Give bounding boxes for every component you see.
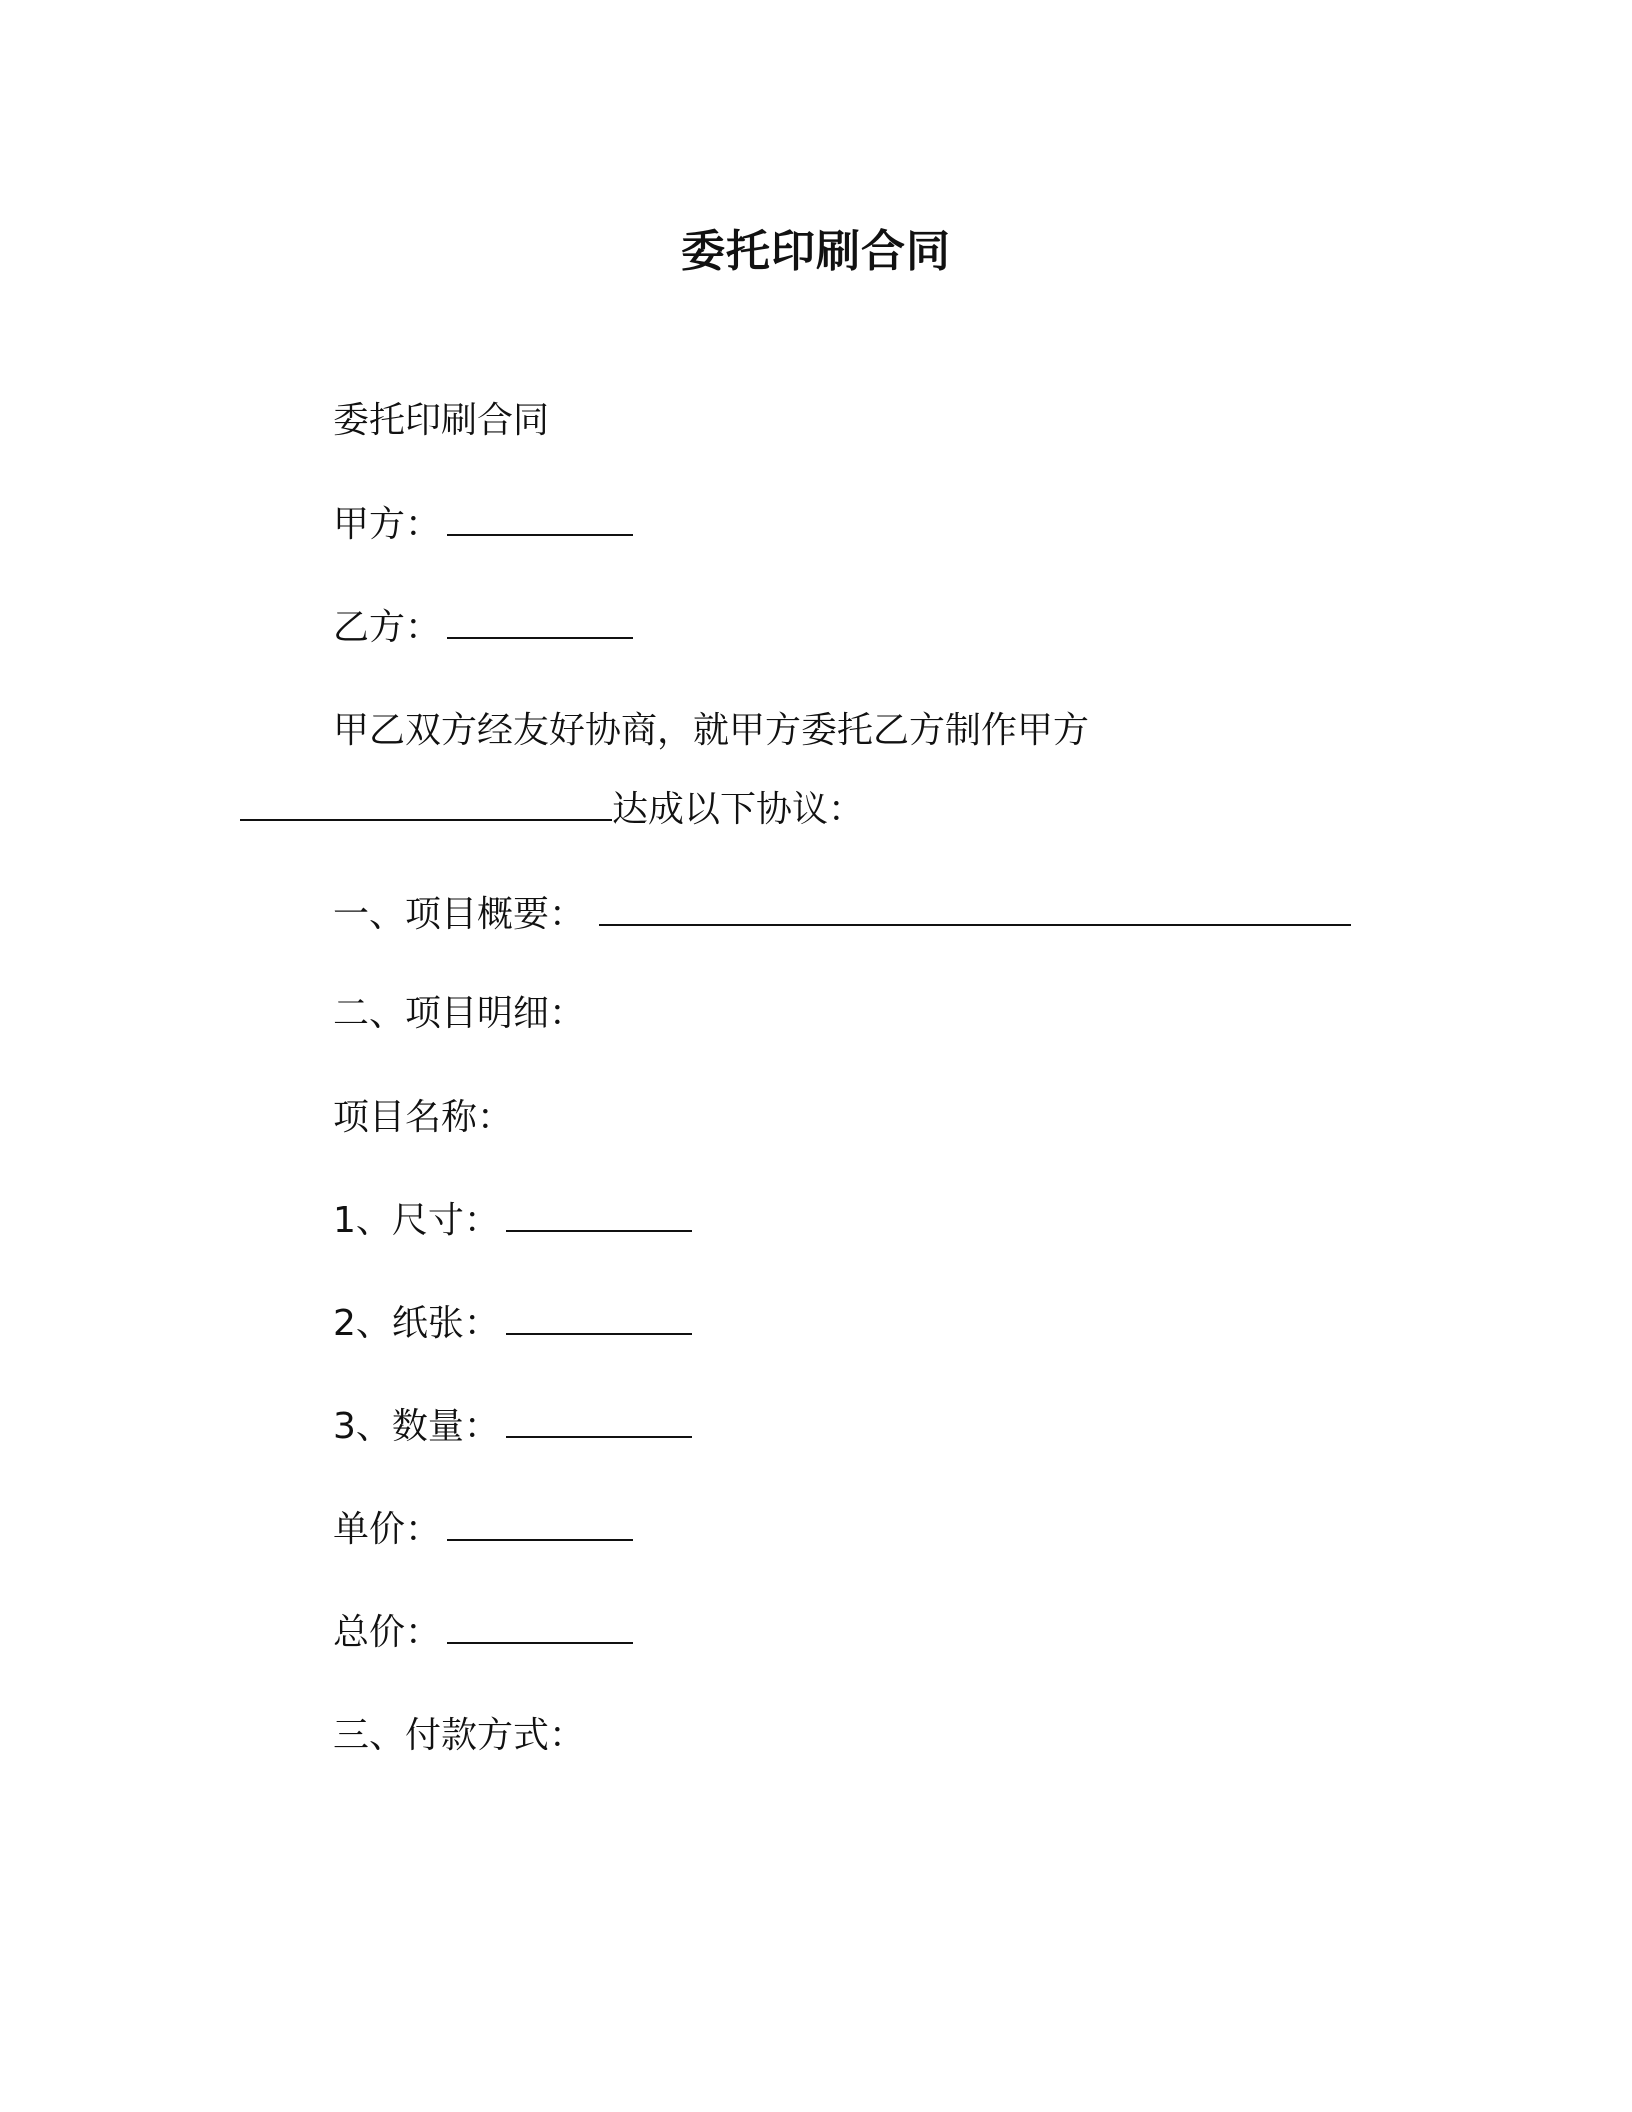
product-blank[interactable]: [240, 785, 612, 821]
section-1-line: [333, 890, 1351, 940]
project-summary-blank[interactable]: [599, 890, 1351, 926]
paper-blank[interactable]: [506, 1299, 692, 1335]
intro-line-1: [333, 706, 1089, 756]
party-b-line: [333, 603, 633, 653]
party-a-blank[interactable]: [447, 500, 633, 536]
paper-label: 2、纸张：: [333, 1303, 500, 1344]
party-a-line: [333, 500, 633, 550]
intro-text-2: 达成以下协议：: [612, 789, 865, 830]
party-a-label: 甲方：: [333, 504, 442, 545]
paper-line: [333, 1299, 692, 1349]
section-3-label: 三、付款方式：: [333, 1715, 586, 1756]
total-price-line: [333, 1608, 633, 1658]
section-2-line: [333, 989, 585, 1039]
size-blank[interactable]: [506, 1196, 692, 1232]
total-price-blank[interactable]: [447, 1608, 633, 1644]
unit-price-label: 单价：: [333, 1509, 442, 1550]
project-name-label: 项目名称：: [333, 1097, 514, 1138]
size-line: [333, 1196, 692, 1246]
intro-text-1: 甲乙双方经友好协商，就甲方委托乙方制作甲方: [333, 710, 1090, 751]
size-label: 1、尺寸：: [333, 1200, 500, 1241]
unit-price-line: [333, 1505, 633, 1555]
contract-heading-text: 委托印刷合同: [333, 400, 550, 441]
total-price-label: 总价：: [333, 1612, 442, 1653]
party-b-label: 乙方：: [333, 607, 442, 648]
contract-heading: [333, 396, 549, 446]
quantity-line: [333, 1402, 692, 1452]
document-title: 委托印刷合同: [681, 226, 951, 277]
section-2-label: 二、项目明细：: [333, 993, 586, 1034]
quantity-blank[interactable]: [506, 1402, 692, 1438]
party-b-blank[interactable]: [447, 603, 633, 639]
intro-line-2: [240, 785, 864, 835]
quantity-label: 3、数量：: [333, 1406, 500, 1447]
project-name-line: [333, 1093, 513, 1143]
section-3-line: [333, 1711, 585, 1761]
section-1-label: 一、项目概要：: [333, 894, 586, 935]
unit-price-blank[interactable]: [447, 1505, 633, 1541]
